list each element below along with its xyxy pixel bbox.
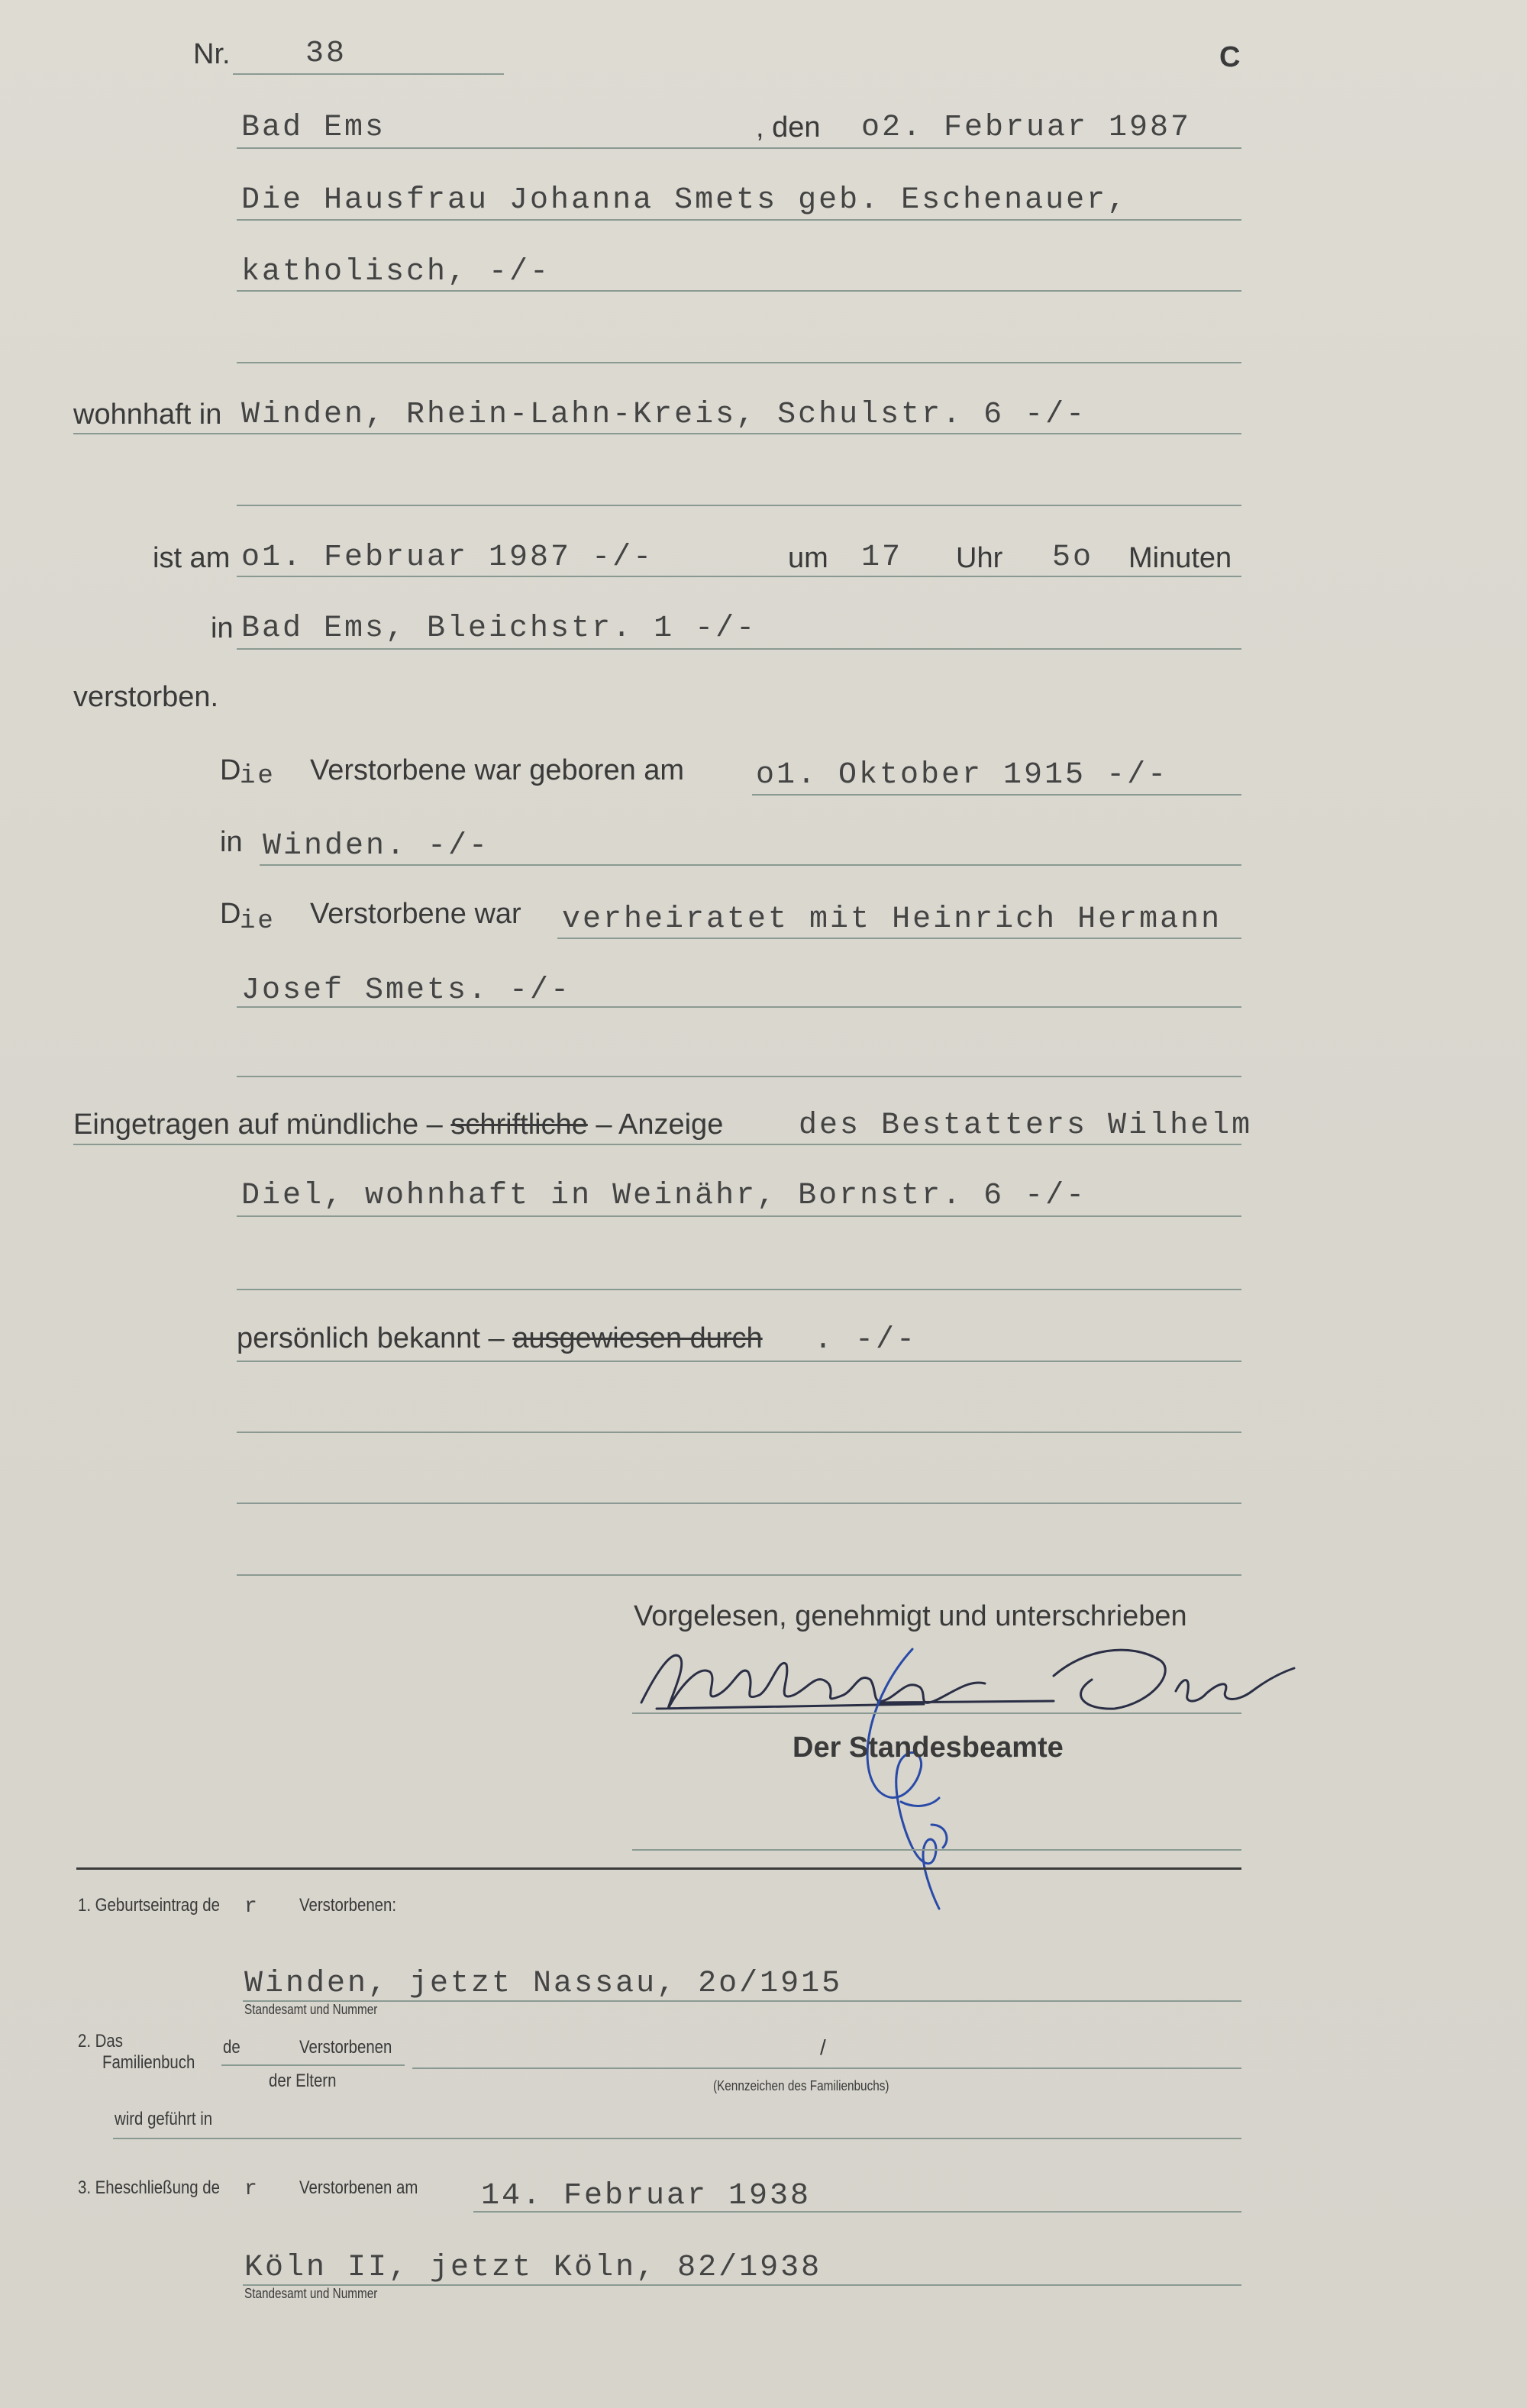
registration-label-2: – Anzeige	[596, 1109, 724, 1141]
rule	[237, 219, 1241, 221]
rule	[260, 864, 1241, 866]
marriage-line-2: Josef Smets. -/-	[241, 973, 572, 1008]
signature-registrar	[867, 1649, 947, 1909]
registration-label	[73, 1109, 723, 1141]
rule	[237, 505, 1241, 506]
signature-informant	[641, 1650, 1294, 1709]
marriage-ie: ie	[240, 907, 276, 936]
rule	[221, 2064, 405, 2066]
residence-label: wohnhaft in	[73, 399, 222, 431]
rule	[632, 1712, 1241, 1714]
um-label: um	[788, 542, 828, 574]
person-line-2: katholisch, -/-	[241, 255, 551, 289]
rule	[243, 2000, 1241, 2002]
minuten-label: Minuten	[1128, 542, 1232, 574]
rule	[243, 2284, 1241, 2286]
footnote-2-de: de	[223, 2037, 241, 2058]
death-in-label: in	[211, 612, 234, 644]
rule	[237, 1006, 1241, 1008]
marriage-line-1: verheiratet mit Heinrich Hermann	[562, 902, 1222, 937]
place: Bad Ems	[241, 111, 386, 145]
rule	[237, 1503, 1241, 1504]
handwritten-signatures	[626, 1619, 1313, 1916]
birth-label: Verstorbene war geboren am	[310, 754, 685, 786]
footnote-2-slash: /	[820, 2035, 826, 2059]
birth-d-prefix: D	[220, 754, 241, 786]
registration-label-text: Eingetragen auf mündliche –	[73, 1109, 443, 1141]
nr-rule	[233, 73, 504, 75]
footnote-2-wird: wird geführt in	[115, 2109, 213, 2129]
footnote-3-r: r	[244, 2177, 260, 2201]
person-line-1: Die Hausfrau Johanna Smets geb. Eschenauer,	[241, 183, 1128, 218]
footnote-2-caption: (Kennzeichen des Familienbuchs)	[713, 2078, 889, 2093]
death-minutes: 5o	[1052, 541, 1094, 575]
rule	[237, 648, 1241, 650]
footnote-1-r: r	[244, 1895, 260, 1919]
den-label: , den	[756, 111, 821, 144]
rule	[237, 1289, 1241, 1290]
rule	[113, 2138, 1241, 2139]
footnote-2-eltern: der Eltern	[269, 2071, 337, 2091]
rule	[237, 1361, 1241, 1362]
footnote-1-value: Winden, jetzt Nassau, 2o/1915	[244, 1967, 843, 2001]
birth-place: Winden. -/-	[263, 829, 490, 863]
footnote-3-place: Köln II, jetzt Köln, 82/1938	[244, 2251, 822, 2285]
known-struck: ausgewiesen durch	[512, 1322, 763, 1354]
birth-in-label: in	[220, 826, 243, 858]
footnote-1-label: 1. Geburtseintrag de	[78, 1895, 220, 1916]
known-label: persönlich bekannt –	[237, 1322, 505, 1354]
rule	[237, 1432, 1241, 1433]
read-approved-text: Vorgelesen, genehmigt und unterschrieben	[634, 1600, 1187, 1632]
rule	[557, 938, 1241, 939]
footnote-3-caption: Standesamt und Nummer	[244, 2286, 378, 2301]
uhr-label: Uhr	[956, 542, 1003, 574]
footnote-2-num: 2. Das	[78, 2031, 123, 2051]
registration-value-2: Diel, wohnhaft in Weinähr, Bornstr. 6 -/-	[241, 1179, 1087, 1213]
rule	[73, 433, 237, 434]
rule	[237, 433, 1241, 434]
rule	[237, 1076, 1241, 1077]
death-hour: 17	[861, 541, 903, 575]
birth-date: o1. Oktober 1915 -/-	[756, 758, 1169, 792]
footnote-3-label: 3. Eheschließung de	[78, 2177, 220, 2198]
known-value: . -/-	[814, 1323, 918, 1357]
rule	[473, 2211, 1241, 2213]
rule	[412, 2067, 1241, 2069]
death-place: Bad Ems, Bleichstr. 1 -/-	[241, 612, 757, 646]
footnote-1-suffix: Verstorbenen:	[299, 1895, 397, 1916]
nr-value: 38	[305, 37, 347, 71]
rule	[237, 576, 1241, 577]
residence-value: Winden, Rhein-Lahn-Kreis, Schulstr. 6 -/-	[241, 398, 1087, 432]
rule	[237, 290, 1241, 292]
rule	[237, 147, 1241, 149]
rule	[237, 362, 1241, 363]
known-line	[237, 1322, 763, 1355]
rule	[73, 1144, 1241, 1145]
record-date: o2. Februar 1987	[861, 111, 1192, 145]
nr-label: Nr.	[193, 38, 231, 70]
marriage-d-prefix: D	[220, 898, 241, 930]
rule	[752, 794, 1241, 796]
rule	[237, 1215, 1241, 1217]
registrar-label: Der Standesbeamte	[793, 1732, 1064, 1764]
registration-struck: schriftliche	[450, 1109, 588, 1141]
footnote-1-caption: Standesamt und Nummer	[244, 2002, 378, 2017]
footnote-separator	[76, 1867, 1241, 1870]
footnote-3-date: 14. Februar 1938	[481, 2179, 812, 2213]
footnote-2-verstorbenen: Verstorbenen	[299, 2037, 392, 2058]
registration-value-1: des Bestatters Wilhelm	[799, 1109, 1253, 1143]
rule	[237, 1574, 1241, 1576]
birth-ie: ie	[240, 762, 276, 791]
rule	[632, 1849, 1241, 1851]
form-letter: C	[1219, 41, 1241, 73]
footnote-2-familienbuch: Familienbuch	[102, 2052, 195, 2073]
verstorben-label: verstorben.	[73, 681, 219, 713]
death-label: ist am	[153, 542, 231, 574]
marriage-label: Verstorbene war	[310, 898, 521, 930]
death-date: o1. Februar 1987 -/-	[241, 541, 654, 575]
footnote-3-suffix: Verstorbenen am	[299, 2177, 418, 2198]
